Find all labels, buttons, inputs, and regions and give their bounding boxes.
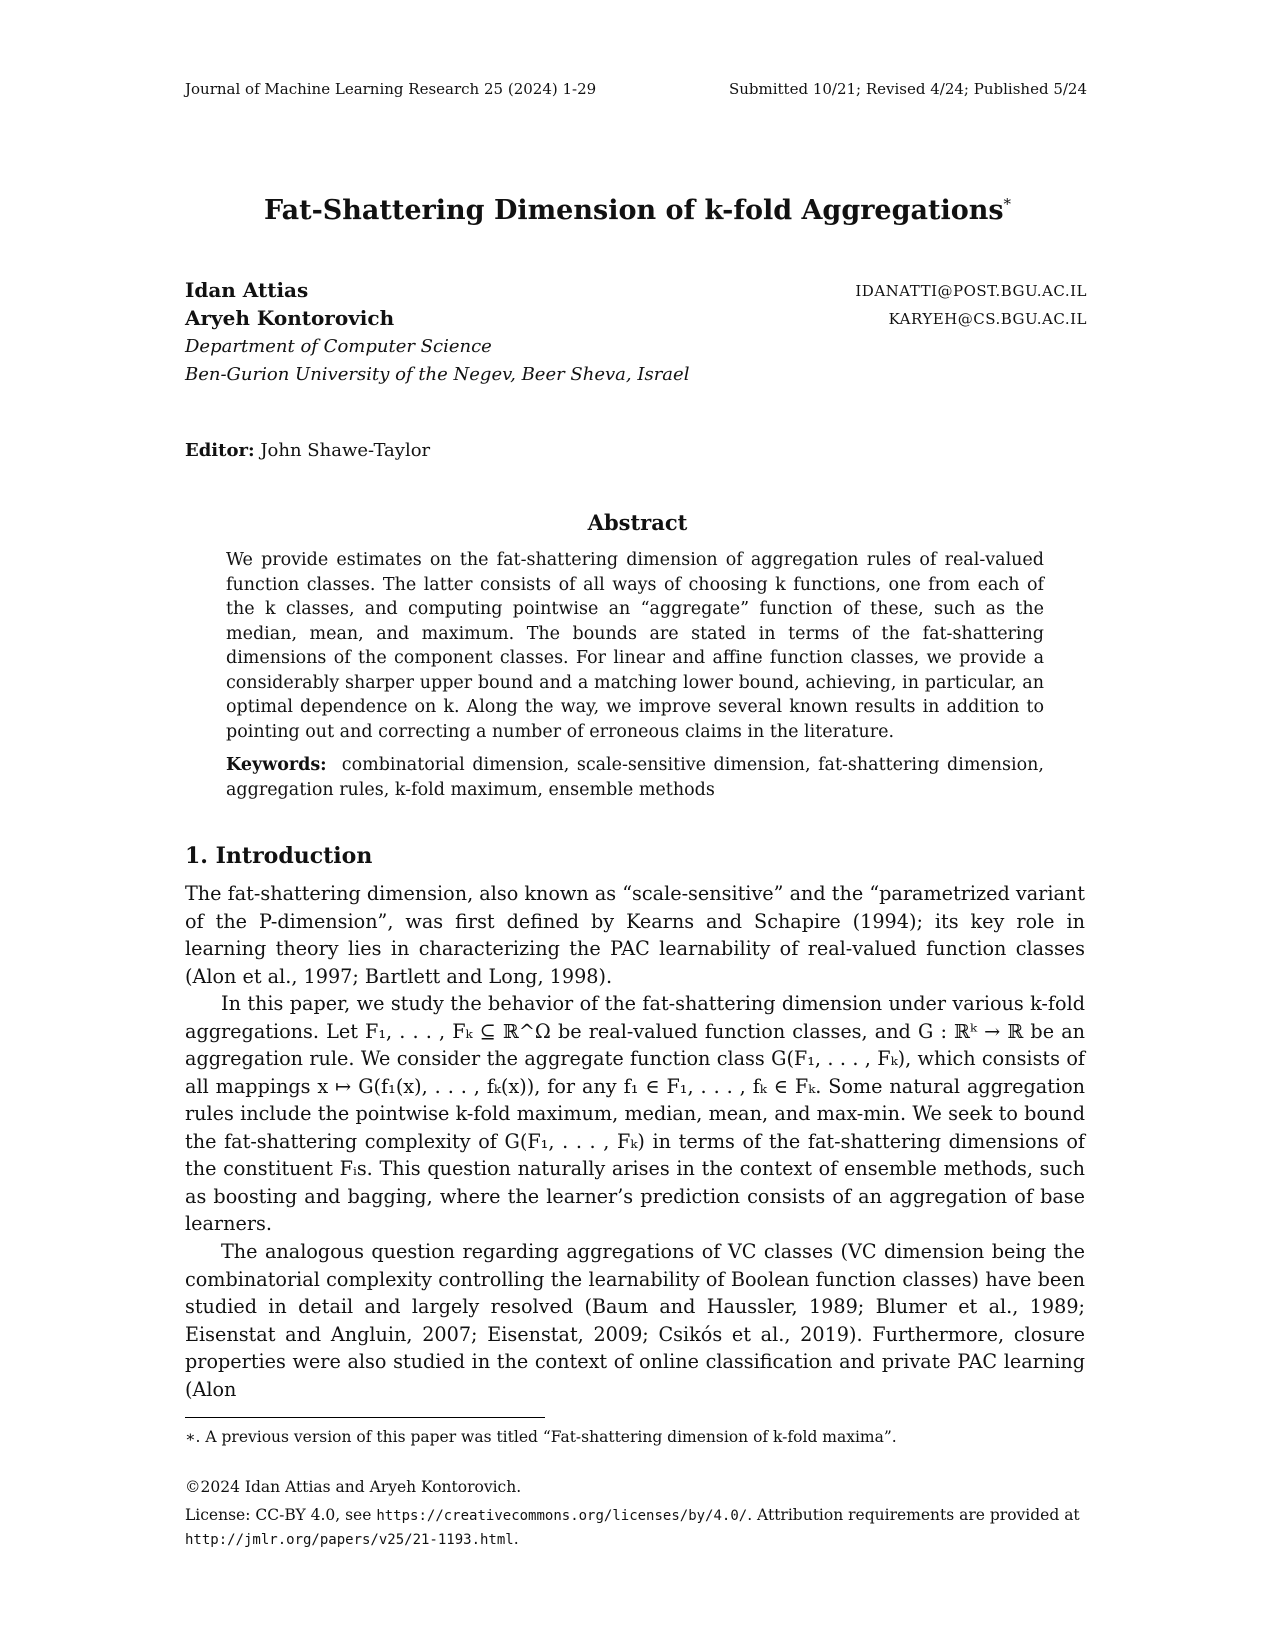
editor-label: Editor:: [185, 440, 255, 461]
affiliation-department: Department of Computer Science: [185, 336, 492, 357]
journal-header: Journal of Machine Learning Research 25 (2024) 1-29: [185, 80, 597, 98]
affiliation-university: Ben-Gurion University of the Negev, Beer Sheva, Israel: [185, 364, 690, 385]
abstract-heading: Abstract: [587, 510, 688, 535]
license: [185, 1504, 1085, 1552]
section-number: 1.: [185, 843, 208, 869]
paper-title: [0, 195, 1275, 226]
editor-name: John Shawe-Taylor: [260, 440, 431, 461]
paragraph-2: In this paper, we study the behavior of the fat-shattering dimension under various k-fold aggregations. Let F₁, . . . , Fₖ ⊆ ℝ^Ω be real-valued function classes, and G : ℝᵏ → ℝ be an aggregation rule. We consider the aggregate function class G(F₁, . . . , Fₖ), which consists of all mappings x ↦ G(f₁(x), . . . , fₖ(x)), for any f₁ ∈ F₁, . . . , fₖ ∈ Fₖ. Some natural aggregation rules include the pointwise k-fold maximum, median, mean, and max-min. We seek to bound the fat-shattering complexity of G(F₁, . . . , Fₖ) in terms of the fat-shattering dimensions of the constituent Fᵢs. This question naturally arises in the context of ensemble methods, such as boosting and bagging, where the learner’s prediction consists of an aggregation of base learners.: [185, 992, 1085, 1235]
paper-url-link[interactable]: http://jmlr.org/papers/v25/21-1193.html: [185, 1532, 514, 1548]
paragraph-1: The fat-shattering dimension, also known as “scale-sensitive” and the “parametrized variant of the P-dimension”, was first defined by Kearns and Schapire (1994); its key role in learning theory lies in characterizing the PAC learnability of real-valued function classes (Alon et al., 1997; Bartlett and Long, 1998).: [185, 882, 1085, 988]
paragraph-3: The analogous question regarding aggregations of VC classes (VC dimension being the combinatorial complexity controlling the learnability of Boolean function classes) have been studied in detail and largely resolved (Baum and Haussler, 1989; Blumer et al., 1989; Eisenstat and Angluin, 2007; Eisenstat, 2009; Csikós et al., 2019). Furthermore, closure properties were also studied in the context of online classification and private PAC learning (Alon: [185, 1240, 1085, 1401]
paper-title-text: Fat-Shattering Dimension of k-fold Aggregations: [263, 195, 1004, 226]
copyright: ©2024 Idan Attias and Aryeh Kontorovich.: [185, 1478, 522, 1496]
section-title: Introduction: [215, 843, 373, 869]
keywords-label: Keywords:: [226, 755, 327, 775]
footnote: ∗. A previous version of this paper was titled “Fat-shattering dimension of k-fold maxima”.: [185, 1428, 897, 1446]
keywords: [226, 753, 1044, 802]
keywords-text: combinatorial dimension, scale-sensitive dimension, fat-shattering dimension, aggregation rules, k-fold maximum, ensemble methods: [226, 755, 1044, 800]
abstract-text: We provide estimates on the fat-shattering dimension of aggregation rules of real-valued function classes. The latter consists of all ways of choosing k functions, one from each of the k classes, and computing pointwise an “aggregate” function of these, such as the median, mean, and maximum. The bounds are stated in terms of the fat-shattering dimensions of the component classes. For linear and affine function classes, we provide a considerably sharper upper bound and a matching lower bound, achieving, in particular, an optimal dependence on k. Along the way, we improve several known results in addition to pointing out and correcting a number of erroneous claims in the literature.: [226, 550, 1044, 742]
author-email-1: IDANATTI@POST.BGU.AC.IL: [855, 282, 1087, 300]
author-name-2: Aryeh Kontorovich: [185, 306, 395, 330]
author-name-1: Idan Attias: [185, 278, 309, 302]
author-email-2: KARYEH@CS.BGU.AC.IL: [888, 310, 1087, 328]
section-heading: [185, 843, 372, 869]
license-middle: . Attribution requirements are provided at: [747, 1506, 1080, 1524]
footnote-rule: [185, 1417, 545, 1418]
editor-line: [185, 440, 430, 461]
license-prefix: License: CC-BY 4.0, see: [185, 1506, 377, 1524]
title-footnote-mark: *: [1003, 195, 1012, 213]
license-suffix: .: [513, 1530, 519, 1548]
license-url-link[interactable]: https://creativecommons.org/licenses/by/4.0/: [376, 1508, 748, 1524]
submission-dates: Submitted 10/21; Revised 4/24; Published 5/24: [728, 80, 1087, 98]
